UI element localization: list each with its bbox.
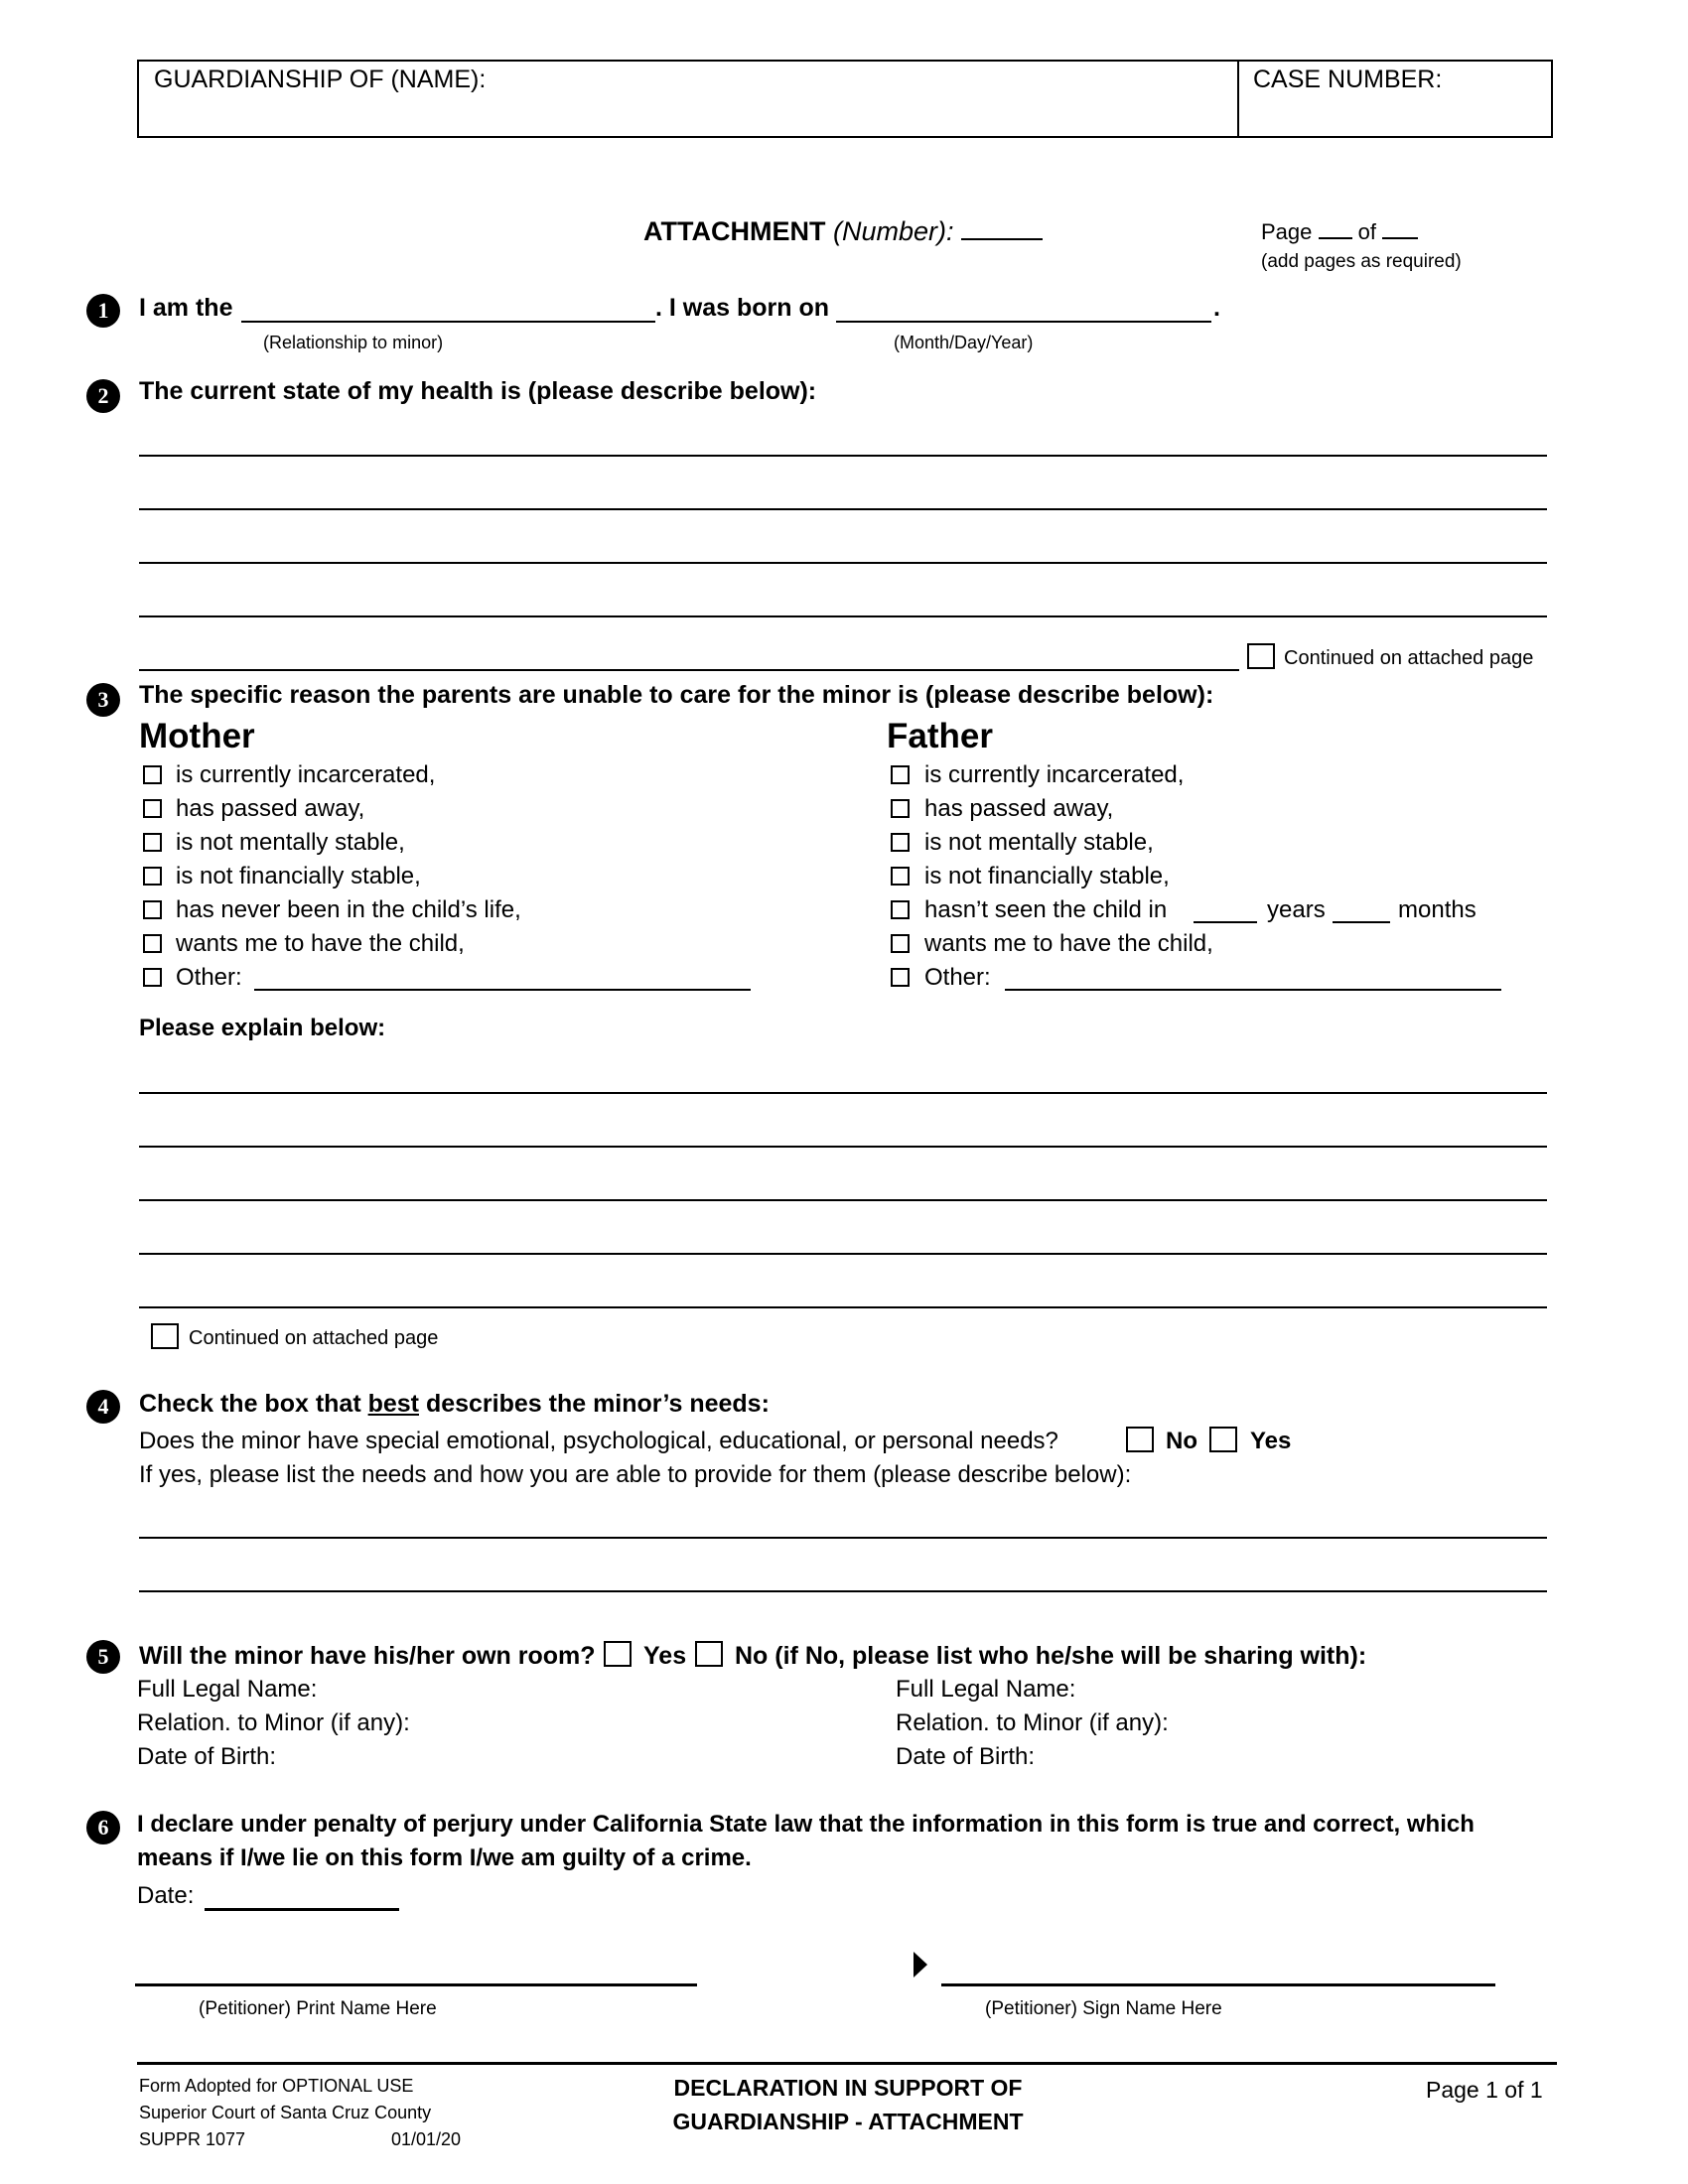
item-1-number: 1 (86, 294, 120, 328)
needs-yes-checkbox[interactable] (1209, 1427, 1237, 1452)
father-wants-me-checkbox[interactable] (891, 934, 910, 953)
signature-field[interactable] (941, 1983, 1495, 1986)
footer-adopted: Form Adopted for OPTIONAL USE (139, 2076, 414, 2096)
footer-title-line-2: GUARDIANSHIP - ATTACHMENT (672, 2109, 1024, 2134)
own-room-no-label: No (if No, please list who he/she will be sharing with): (735, 1642, 1367, 1670)
health-line-2[interactable] (139, 508, 1547, 510)
own-room-yes-label: Yes (643, 1642, 687, 1670)
needs-line-1[interactable] (139, 1537, 1547, 1539)
footer-form-id: SUPPR 1077 (139, 2129, 246, 2149)
needs-line-2[interactable] (139, 1590, 1547, 1592)
item-3-continued-label: Continued on attached page (189, 1327, 439, 1349)
years-label: years (1267, 896, 1326, 923)
health-line-3[interactable] (139, 562, 1547, 564)
birthdate-caption: (Month/Day/Year) (894, 333, 1034, 352)
date-field[interactable] (205, 1908, 399, 1911)
mother-option-label: Other: (176, 964, 242, 991)
months-label: months (1398, 896, 1477, 923)
item-4-question: Does the minor have special emotional, psychological, educational, or personal needs? (139, 1428, 1058, 1454)
page-total-field[interactable] (1382, 235, 1418, 239)
birthdate-field[interactable] (836, 321, 1211, 323)
page-count: Page of (1261, 221, 1418, 243)
item-3-prompt: The specific reason the parents are unable to care for the minor is (please describe below): (139, 681, 1214, 709)
relationship-field[interactable] (241, 321, 655, 323)
item-6-number: 6 (86, 1811, 120, 1844)
father-option-label: Other: (924, 964, 991, 991)
sign-name-caption: (Petitioner) Sign Name Here (985, 1998, 1222, 2019)
guardianship-name-label: GUARDIANSHIP OF (NAME): (154, 66, 487, 93)
attachment-number-field[interactable] (961, 236, 1043, 240)
father-years-field[interactable] (1194, 921, 1257, 923)
attachment-title: ATTACHMENT (Number): (643, 218, 1043, 245)
health-line-4[interactable] (139, 615, 1547, 617)
footer-title-line-1: DECLARATION IN SUPPORT OF (673, 2075, 1023, 2101)
father-heading: Father (887, 717, 993, 755)
item-1-period: . (1213, 294, 1220, 322)
needs-no-label: No (1166, 1428, 1197, 1454)
father-other-field[interactable] (1005, 989, 1501, 991)
declaration-line-1: I declare under penalty of perjury under California State law that the information in this form is true and correct, which (137, 1811, 1475, 1838)
father-option-label: is not mentally stable, (924, 829, 1154, 856)
header-divider (1237, 60, 1239, 136)
footer-page-info: Page 1 of 1 (1426, 2077, 1543, 2103)
explain-line-4[interactable] (139, 1253, 1547, 1255)
mother-option-label: is currently incarcerated, (176, 761, 436, 788)
item-5-prompt: Will the minor have his/her own room? (139, 1642, 596, 1670)
father-not-financially-stable-checkbox[interactable] (891, 867, 910, 886)
item-4-prompt: Check the box that best describes the minor’s needs: (139, 1390, 770, 1418)
health-line-1[interactable] (139, 455, 1547, 457)
father-months-field[interactable] (1333, 921, 1390, 923)
father-option-label: has passed away, (924, 795, 1114, 822)
mother-option-label: wants me to have the child, (176, 930, 465, 957)
mother-option-label: has passed away, (176, 795, 365, 822)
item-5-number: 5 (86, 1640, 120, 1674)
mother-not-mentally-stable-checkbox[interactable] (143, 833, 162, 852)
mother-option-label: has never been in the child’s life, (176, 896, 521, 923)
item-2-number: 2 (86, 379, 120, 413)
explain-line-3[interactable] (139, 1199, 1547, 1201)
needs-yes-label: Yes (1250, 1428, 1292, 1454)
add-pages-note: (add pages as required) (1261, 251, 1462, 272)
item-4-instructions: If yes, please list the needs and how you are able to provide for them (please describe below): (139, 1461, 1132, 1488)
explain-line-2[interactable] (139, 1146, 1547, 1148)
explain-line-5[interactable] (139, 1306, 1547, 1308)
sign-arrow-icon (914, 1952, 927, 1978)
mother-never-in-life-checkbox[interactable] (143, 900, 162, 919)
print-name-caption: (Petitioner) Print Name Here (199, 1998, 437, 2019)
sharer-1-dob-label: Date of Birth: (137, 1743, 277, 1770)
relationship-caption: (Relationship to minor) (263, 333, 444, 352)
mother-heading: Mother (139, 717, 255, 755)
father-hasnt-seen-checkbox[interactable] (891, 900, 910, 919)
health-line-5[interactable] (139, 669, 1239, 671)
father-other-checkbox[interactable] (891, 968, 910, 987)
father-option-label: is not financially stable, (924, 863, 1170, 889)
mother-wants-me-checkbox[interactable] (143, 934, 162, 953)
father-option-label: hasn’t seen the child in (924, 896, 1168, 923)
mother-other-field[interactable] (254, 989, 751, 991)
needs-no-checkbox[interactable] (1126, 1427, 1154, 1452)
item-2-continued-checkbox[interactable] (1247, 643, 1275, 669)
sharer-1-relation-label: Relation. to Minor (if any): (137, 1709, 410, 1736)
footer-rule (137, 2062, 1557, 2065)
sharer-2-dob-label: Date of Birth: (896, 1743, 1036, 1770)
mother-option-label: is not financially stable, (176, 863, 421, 889)
declaration-line-2: means if I/we lie on this form I/we am guilty of a crime. (137, 1844, 752, 1871)
explain-line-1[interactable] (139, 1092, 1547, 1094)
own-room-yes-checkbox[interactable] (604, 1641, 632, 1667)
page-current-field[interactable] (1319, 235, 1352, 239)
footer-form-date: 01/01/20 (391, 2129, 462, 2149)
item-4-number: 4 (86, 1390, 120, 1424)
item-1-i-am-the: I am the (139, 294, 233, 322)
item-1-born-on: . I was born on (655, 294, 830, 322)
print-name-field[interactable] (135, 1983, 697, 1986)
father-passed-away-checkbox[interactable] (891, 799, 910, 818)
mother-option-label: is not mentally stable, (176, 829, 405, 856)
sharer-2-name-label: Full Legal Name: (896, 1676, 1076, 1703)
explain-label: Please explain below: (139, 1015, 386, 1041)
guardianship-name-field[interactable] (149, 97, 1231, 131)
mother-incarcerated-checkbox[interactable] (143, 765, 162, 784)
case-number-field[interactable] (1249, 97, 1543, 131)
father-incarcerated-checkbox[interactable] (891, 765, 910, 784)
sharer-1-name-label: Full Legal Name: (137, 1676, 318, 1703)
item-3-continued-checkbox[interactable] (151, 1323, 179, 1349)
item-3-number: 3 (86, 683, 120, 717)
item-2-continued-label: Continued on attached page (1284, 647, 1534, 669)
footer-court: Superior Court of Santa Cruz County (139, 2103, 432, 2122)
mother-not-financially-stable-checkbox[interactable] (143, 867, 162, 886)
own-room-no-checkbox[interactable] (695, 1641, 723, 1667)
father-option-label: is currently incarcerated, (924, 761, 1185, 788)
mother-other-checkbox[interactable] (143, 968, 162, 987)
sharer-2-relation-label: Relation. to Minor (if any): (896, 1709, 1169, 1736)
date-label: Date: (137, 1882, 195, 1909)
father-option-label: wants me to have the child, (924, 930, 1213, 957)
item-2-prompt: The current state of my health is (please describe below): (139, 377, 817, 405)
father-not-mentally-stable-checkbox[interactable] (891, 833, 910, 852)
mother-passed-away-checkbox[interactable] (143, 799, 162, 818)
case-number-label: CASE NUMBER: (1253, 66, 1443, 93)
